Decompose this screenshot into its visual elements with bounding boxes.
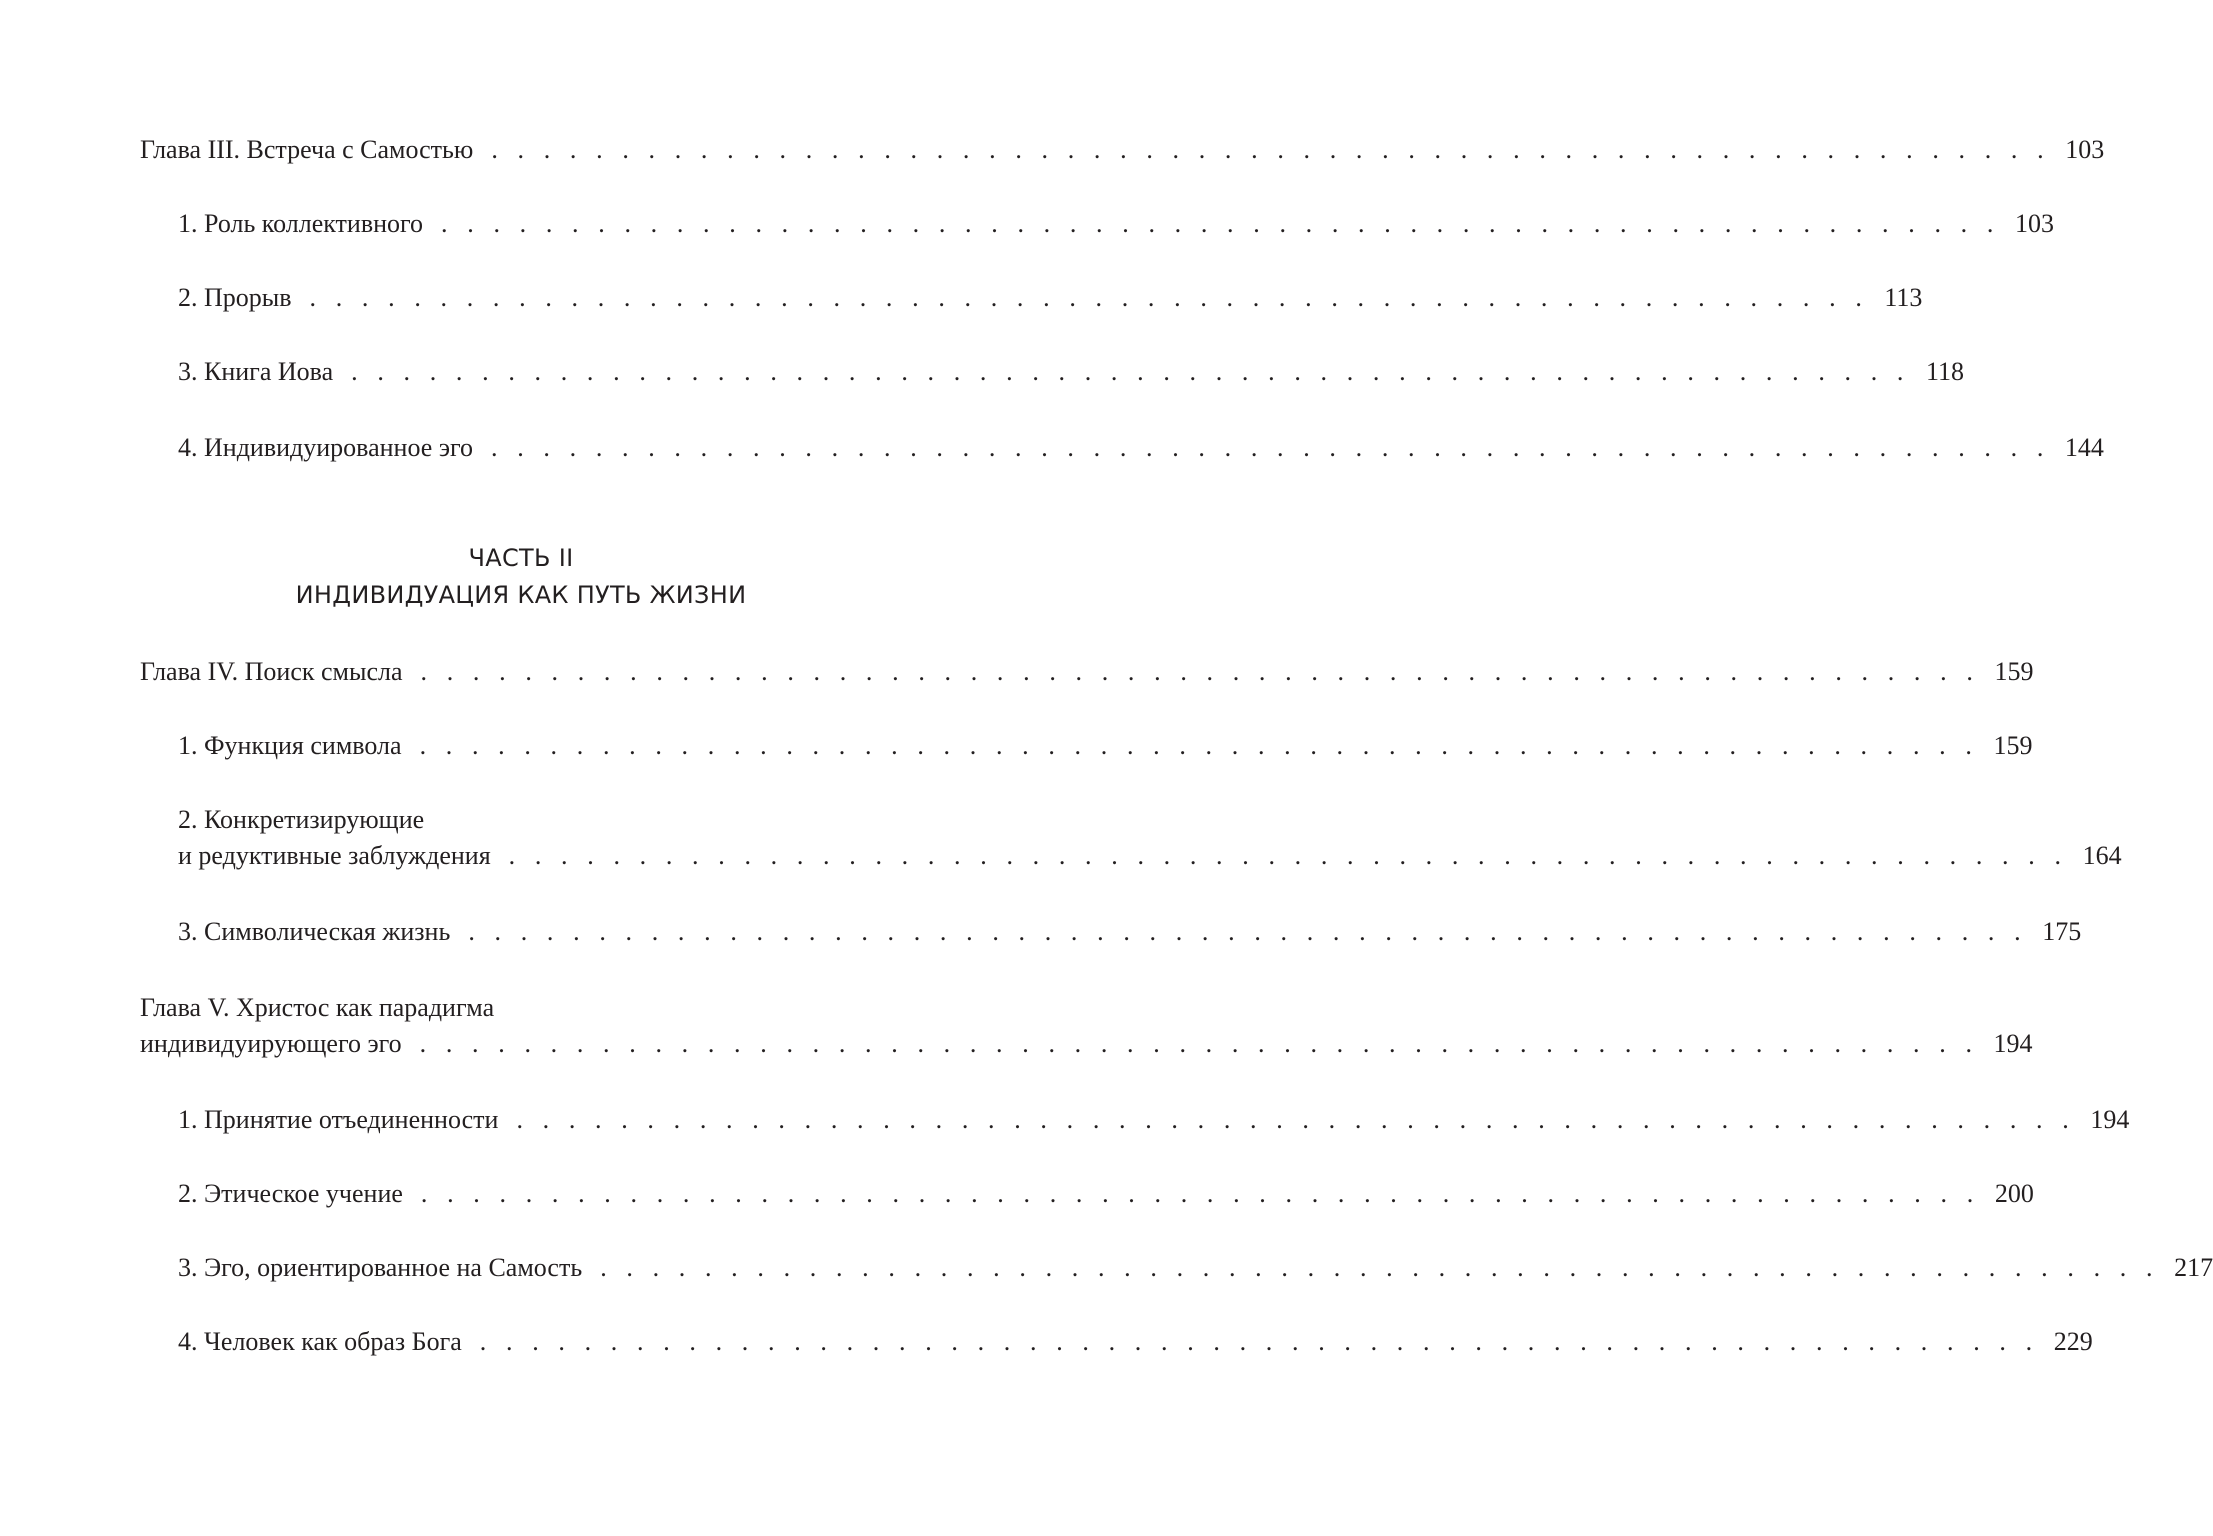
toc-page-number: 194 bbox=[2090, 1105, 2130, 1134]
toc-entry-self-oriented-ego[interactable] bbox=[178, 1250, 2213, 1286]
toc-entry-title: 1. Принятие отъединенности bbox=[178, 1105, 499, 1134]
toc-leader-dots: . . . . . . . . . . . . . . . . . . . . . . . . . . . . . . . . . . . . . . . . . . . . . . . . . . . . . . . . . . . . bbox=[491, 433, 2050, 462]
toc-entry-title: 3. Символическая жизнь bbox=[178, 917, 451, 946]
toc-entry-title: 1. Функция символа bbox=[178, 731, 402, 760]
toc-page-number: 229 bbox=[2053, 1327, 2093, 1356]
toc-entry-title: 4. Индивидуированное эго bbox=[178, 433, 474, 462]
part-label: ЧАСТЬ II bbox=[468, 544, 574, 572]
toc-entry-chapter-5[interactable] bbox=[140, 990, 2033, 1062]
toc-leader-dots: . . . . . . . . . . . . . . . . . . . . . . . . . . . . . . . . . . . . . . . . . . . . . . . . . . . . . . . . . . . . bbox=[468, 917, 2028, 946]
toc-page-number: 113 bbox=[1884, 283, 1923, 312]
toc-entry-symbol-function[interactable] bbox=[178, 728, 2033, 764]
toc-entry-title: 4. Человек как образ Бога bbox=[178, 1327, 462, 1356]
toc-entry-symbolic-life[interactable] bbox=[178, 914, 2082, 950]
toc-leader-dots: . . . . . . . . . . . . . . . . . . . . . . . . . . . . . . . . . . . . . . . . . . . . . . . . . . . . . . . . . . . . bbox=[479, 1327, 2039, 1356]
toc-leader-dots: . . . . . . . . . . . . . . . . . . . . . . . . . . . . . . . . . . . . . . . . . . . . . . . . . . . . . . . . . . . . bbox=[420, 1179, 1980, 1208]
toc-page-number: 118 bbox=[1925, 357, 1965, 386]
part-title: ИНДИВИДУАЦИЯ КАК ПУТЬ ЖИЗНИ bbox=[295, 581, 747, 609]
toc-page-number: 217 bbox=[2174, 1253, 2213, 1282]
toc-entry-concretizing-fallacies[interactable] bbox=[178, 802, 2122, 874]
toc-entry-title: 3. Книга Иова bbox=[178, 357, 334, 386]
toc-entry-chapter-4[interactable] bbox=[140, 654, 2034, 690]
toc-leader-dots: . . . . . . . . . . . . . . . . . . . . . . . . . . . . . . . . . . . . . . . . . . . . . . . . . . . . . . . . . . . . bbox=[419, 731, 1979, 760]
toc-leader-dots: . . . . . . . . . . . . . . . . . . . . . . . . . . . . . . . . . . . . . . . . . . . . . . . . . . . . . . . . . . . . bbox=[491, 135, 2051, 164]
toc-entry-chapter-3[interactable] bbox=[140, 132, 2105, 168]
toc-leader-dots: . . . . . . . . . . . . . . . . . . . . . . . . . . . . . . . . . . . . . . . . . . . . . . . . . . . . . . . . . . . . bbox=[351, 357, 1911, 386]
toc-leader-dots: . . . . . . . . . . . . . . . . . . . . . . . . . . . . . . . . . . . . . . . . . . . . . . . . . . . . . . . . . . . . bbox=[420, 657, 1980, 686]
toc-leader-dots: . . . . . . . . . . . . . . . . . . . . . . . . . . . . . . . . . . . . . . . . . . . . . . . . . . . . . . . . . . . . bbox=[309, 283, 1869, 312]
toc-page-number: 159 bbox=[1994, 657, 2034, 686]
toc-leader-dots: . . . . . . . . . . . . . . . . . . . . . . . . . . . . . . . . . . . . . . . . . . . . . . . . . . . . . . . . . . . . bbox=[508, 841, 2068, 870]
toc-entry-title-line1: 2. Конкретизирующие bbox=[178, 805, 425, 834]
toc-entry-man-as-image-of-god[interactable] bbox=[178, 1324, 2093, 1360]
toc-leader-dots: . . . . . . . . . . . . . . . . . . . . . . . . . . . . . . . . . . . . . . . . . . . . . . . . . . . . . . . . . . . . bbox=[441, 209, 2000, 238]
toc-entry-accepting-separateness[interactable] bbox=[178, 1102, 2130, 1138]
toc-entry-title: Глава III. Встреча с Самостью bbox=[140, 135, 474, 164]
toc-entry-role-of-collective[interactable] bbox=[178, 206, 2054, 242]
toc-entry-title: 2. Этическое учение bbox=[178, 1179, 403, 1208]
toc-entry-title: 3. Эго, ориентированное на Самость bbox=[178, 1253, 583, 1282]
toc-page-number: 103 bbox=[2065, 135, 2105, 164]
toc-entry-breakthrough[interactable] bbox=[178, 280, 1923, 316]
toc-entry-title: и редуктивные заблуждения bbox=[178, 841, 491, 870]
toc-entry-individuated-ego[interactable] bbox=[178, 430, 2104, 466]
toc-leader-dots: . . . . . . . . . . . . . . . . . . . . . . . . . . . . . . . . . . . . . . . . . . . . . . . . . . . . . . . . . . . . bbox=[516, 1105, 2076, 1134]
toc-page-number: 159 bbox=[1993, 731, 2033, 760]
toc-page-number: 103 bbox=[2014, 209, 2054, 238]
toc-entry-title: 1. Роль коллективного bbox=[178, 209, 424, 238]
toc-leader-dots: . . . . . . . . . . . . . . . . . . . . . . . . . . . . . . . . . . . . . . . . . . . . . . . . . . . . . . . . . . . . bbox=[600, 1253, 2160, 1282]
toc-entry-book-of-job[interactable] bbox=[178, 354, 1965, 390]
toc-page-number: 164 bbox=[2082, 841, 2122, 870]
toc-leader-dots: . . . . . . . . . . . . . . . . . . . . . . . . . . . . . . . . . . . . . . . . . . . . . . . . . . . . . . . . . . . . bbox=[419, 1029, 1979, 1058]
toc-page-number: 175 bbox=[2042, 917, 2082, 946]
toc-page-number: 144 bbox=[2064, 433, 2104, 462]
toc-entry-title-line1: Глава V. Христос как парадигма bbox=[140, 993, 495, 1022]
toc-page-number: 194 bbox=[1993, 1029, 2033, 1058]
toc-entry-title: Глава IV. Поиск смысла bbox=[140, 657, 403, 686]
toc-entry-ethical-teaching[interactable] bbox=[178, 1176, 2034, 1212]
toc-page-number: 200 bbox=[1994, 1179, 2034, 1208]
toc-entry-title: 2. Прорыв bbox=[178, 283, 292, 312]
toc-entry-title: индивидуирующего эго bbox=[140, 1029, 402, 1058]
